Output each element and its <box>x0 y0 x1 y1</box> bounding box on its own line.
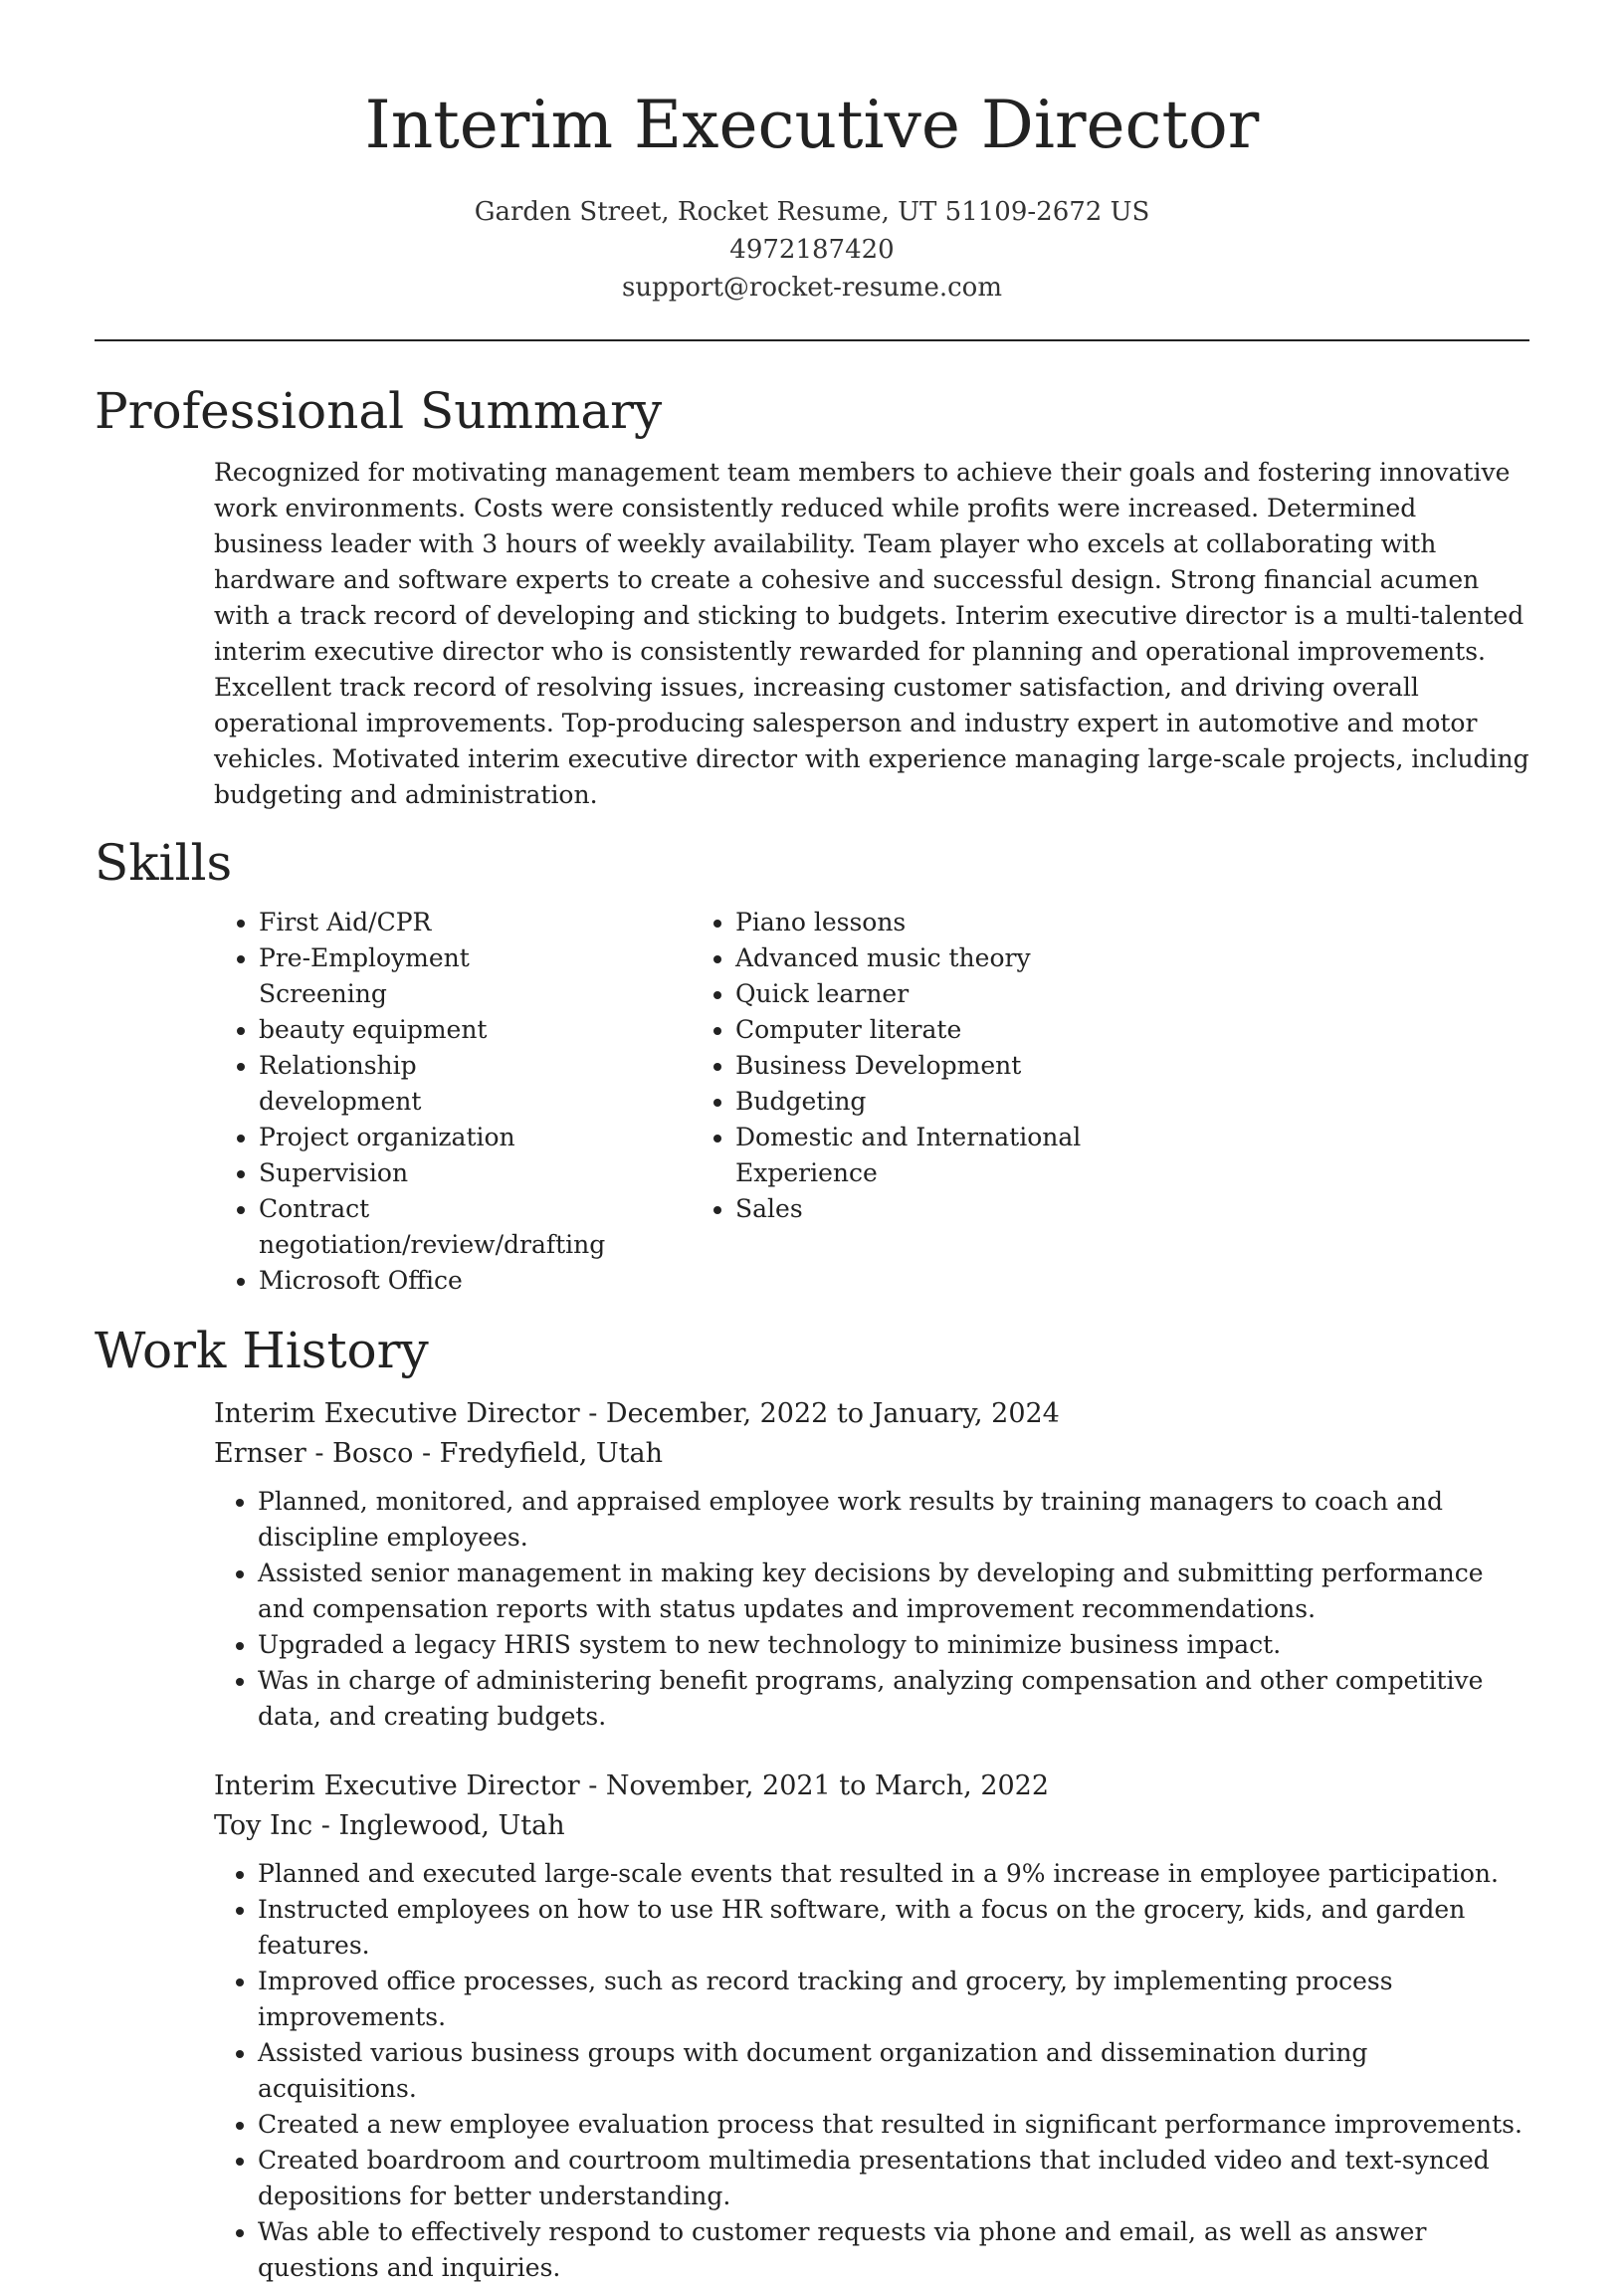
skill-item: • Advanced music theory <box>735 940 1217 976</box>
job-bullets <box>214 1484 1529 1735</box>
skill-item: • First Aid/CPR <box>259 905 576 940</box>
resume-name: Interim Executive Director <box>364 87 1260 163</box>
job-bullet: • Assisted senior management in making key decisions by developing and submitting performance and compensation reports with status updates and improvement recommendations. <box>258 1556 1529 1627</box>
job-company-line <box>214 1806 1529 1846</box>
job-company: Toy Inc <box>214 1810 313 1841</box>
skills-left-list <box>95 905 606 1299</box>
work-history-heading: Work History <box>95 1322 429 1379</box>
job-dates: - November, 2021 to March, 2022 <box>579 1770 1050 1801</box>
job-company: Ernser - Bosco <box>214 1438 414 1469</box>
skills-right-list <box>735 905 1217 1299</box>
skill-item: • Sales <box>735 1191 1217 1227</box>
summary-section <box>95 381 1529 813</box>
contact-address: Garden Street, Rocket Resume, UT 51109-2672 US <box>474 197 1150 227</box>
job-bullet: • Created a new employee evaluation process that resulted in significant performance improvements. <box>258 2107 1529 2143</box>
job-bullet: • Was in charge of administering benefit programs, analyzing compensation and other competitive data, and creating budgets. <box>258 1663 1529 1735</box>
skill-item: • Business Development <box>735 1048 1217 1084</box>
job-dates: - December, 2022 to January, 2024 <box>579 1398 1060 1429</box>
job-title-line <box>214 1766 1529 1806</box>
skill-item: • Computer literate <box>735 1012 1217 1048</box>
job-bullet: • Instructed employees on how to use HR software, with a focus on the grocery, kids, and garden features. <box>258 1892 1529 1964</box>
job-bullets <box>214 1856 1529 2286</box>
job-entry <box>214 1394 1529 1735</box>
skills-heading: Skills <box>95 834 233 892</box>
job-bullet: • Created boardroom and courtroom multimedia presentations that included video and text-synced depositions for better understanding. <box>258 2143 1529 2214</box>
job-entry <box>214 1766 1529 2286</box>
job-location: - Fredyfield, Utah <box>413 1438 663 1469</box>
job-bullet: • Planned and executed large-scale events that resulted in a 9% increase in employee participation. <box>258 1856 1529 1892</box>
summary-heading: Professional Summary <box>95 382 663 440</box>
skill-item: • Contract negotiation/review/drafting <box>259 1191 576 1263</box>
skill-item: • Budgeting <box>735 1084 1217 1120</box>
job-bullet: • Improved office processes, such as record tracking and grocery, by implementing process improvements. <box>258 1964 1529 2035</box>
skills-section <box>95 833 1529 1299</box>
skills-columns <box>95 905 1529 1299</box>
job-location: - Inglewood, Utah <box>312 1810 565 1841</box>
job-bullet: • Planned, monitored, and appraised employee work results by training managers to coach and discipline employees. <box>258 1484 1529 1556</box>
skill-item: • Microsoft Office <box>259 1263 576 1299</box>
contact-phone: 4972187420 <box>729 235 895 265</box>
skill-item: • Domestic and International Experience <box>735 1120 1217 1191</box>
skill-item: • Pre-Employment Screening <box>259 940 576 1012</box>
job-bullet: • Assisted various business groups with document organization and dissemination during acquisitions. <box>258 2035 1529 2107</box>
contact-block <box>95 193 1529 307</box>
skill-item: • Quick learner <box>735 976 1217 1012</box>
job-title-line <box>214 1394 1529 1434</box>
job-company-line <box>214 1434 1529 1474</box>
job-bullet: • Upgraded a legacy HRIS system to new technology to minimize business impact. <box>258 1627 1529 1663</box>
skill-item: • Supervision <box>259 1155 576 1191</box>
job-bullet: • Was able to effectively respond to customer requests via phone and email, as well as answer questions and inquiries. <box>258 2214 1529 2286</box>
summary-text: Recognized for motivating management team members to achieve their goals and fostering innovative work environments. Costs were consistently reduced while profits were increased. Determined business leader with 3 hours of weekly availability. Team player who excels at collaborating with hardware and software experts to create a cohesive and successful design. Strong financial acumen with a track record of developing and sticking to budgets. Interim executive director is a multi-talented interim executive director who is consistently rewarded for planning and operational improvements. Excellent track record of resolving issues, increasing customer satisfaction, and driving overall operational improvements. Top-producing salesperson and industry expert in automotive and motor vehicles. Motivated interim executive director with experience managing large-scale projects, including budgeting and administration. <box>214 458 1529 809</box>
job-title: Interim Executive Director <box>214 1398 580 1429</box>
skill-item: • Relationship development <box>259 1048 576 1120</box>
job-title: Interim Executive Director <box>214 1770 580 1801</box>
work-history-section <box>95 1321 1529 2286</box>
header-divider <box>95 339 1529 341</box>
skill-item: • Piano lessons <box>735 905 1217 940</box>
skill-item: • Project organization <box>259 1120 576 1155</box>
contact-email: support@rocket-resume.com <box>621 273 1002 303</box>
skill-item: • beauty equipment <box>259 1012 576 1048</box>
